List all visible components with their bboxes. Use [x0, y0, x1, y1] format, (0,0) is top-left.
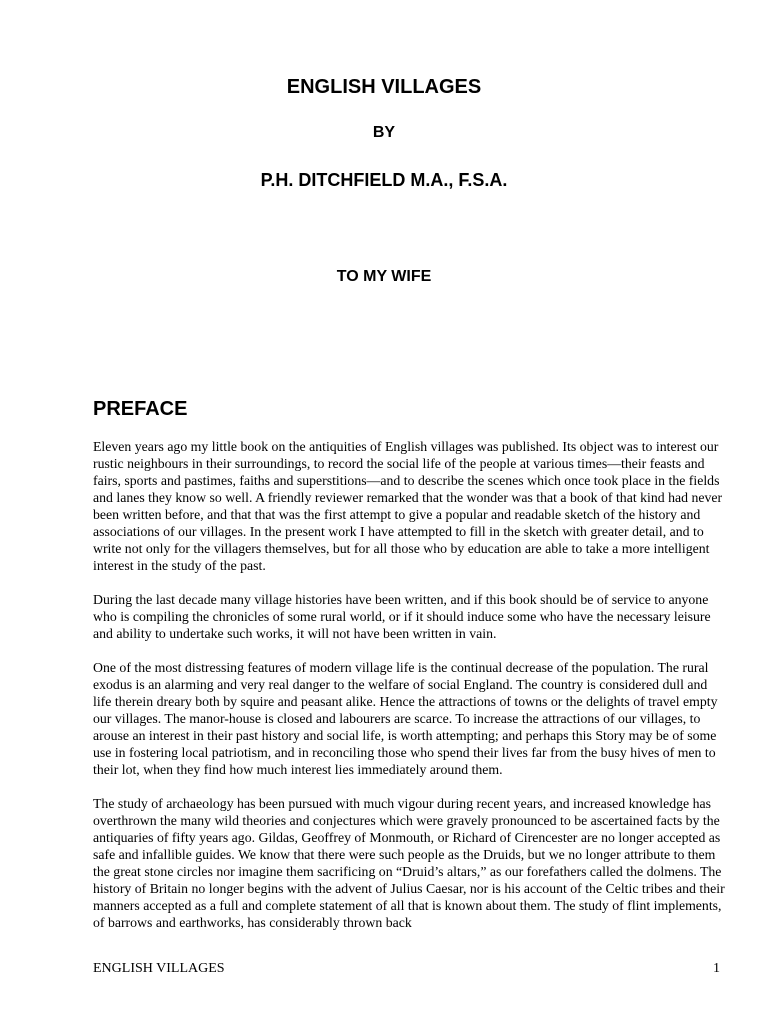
preface-heading: PREFACE	[93, 398, 188, 420]
preface-paragraph: Eleven years ago my little book on the antiquities of English villages was published. Its object was to interest our rustic neighbours in their surroundings, to record the social life of the people at various times—their feasts and fairs, sports and pastimes, faiths and superstitions—and to describe the scenes which once took place in the fields and lanes they know so well. A friendly reviewer remarked that the wonder was that a book of that kind had never been written before, and that that was the first attempt to give a popular and readable sketch of the history and associations of our villages. In the present work I have attempted to fill in the sketch with greater detail, and to write not only for the villagers themselves, but for all those who by education are able to take a more intelligent interest in the study of the past.	[93, 439, 723, 573]
page-number: 1	[713, 961, 720, 976]
footer-running-title: ENGLISH VILLAGES	[93, 961, 225, 976]
preface-paragraph: The study of archaeology has been pursued with much vigour during recent years, and increased knowledge has overthrown the many wild theories and conjectures which were gravely pronounced to be ascertained facts by the antiquaries of fifty years ago. Gildas, Geoffrey of Monmouth, or Richard of Cirencester are no longer accepted as safe and infallible guides. We know that there were such people as the Druids, but we no longer attribute to them the great stone circles nor imagine them sacrificing on “Druid’s altars,” as our forefathers called the dolmens. The history of Britain no longer begins with the advent of Julius Caesar, nor is his account of the Celtic tribes and their manners accepted as a full and complete statement of all that is known about them. The study of flint implements, of barrows and earthworks, has considerably thrown back	[93, 796, 725, 930]
preface-paragraph: One of the most distressing features of modern village life is the continual decrease of the population. The rural exodus is an alarming and very real danger to the welfare of social England. The country is considered dull and life therein dreary both by squire and peasant alike. Hence the attractions of towns or the delights of travel empty our villages. The manor-house is closed and labourers are scarce. To increase the attractions of our villages, to arouse an interest in their past history and social life, is worth attempting; and perhaps this Story may be of some use in fostering local patriotism, and in reconciling those who spend their lives far from the busy hives of men to their lot, when they find how much interest lies immediately around them.	[93, 660, 718, 777]
author-name: P.H. DITCHFIELD M.A., F.S.A.	[260, 170, 508, 190]
preface-paragraph: During the last decade many village histories have been written, and if this book should be of service to anyone who is compiling the chronicles of some rural world, or if it should induce some who have the necessary leisure and ability to undertake such works, it will not have been written in vain.	[93, 592, 711, 641]
byline-label: BY	[372, 124, 396, 141]
dedication: TO MY WIFE	[336, 268, 432, 285]
book-title: ENGLISH VILLAGES	[286, 76, 482, 98]
preface-body	[93, 438, 725, 948]
